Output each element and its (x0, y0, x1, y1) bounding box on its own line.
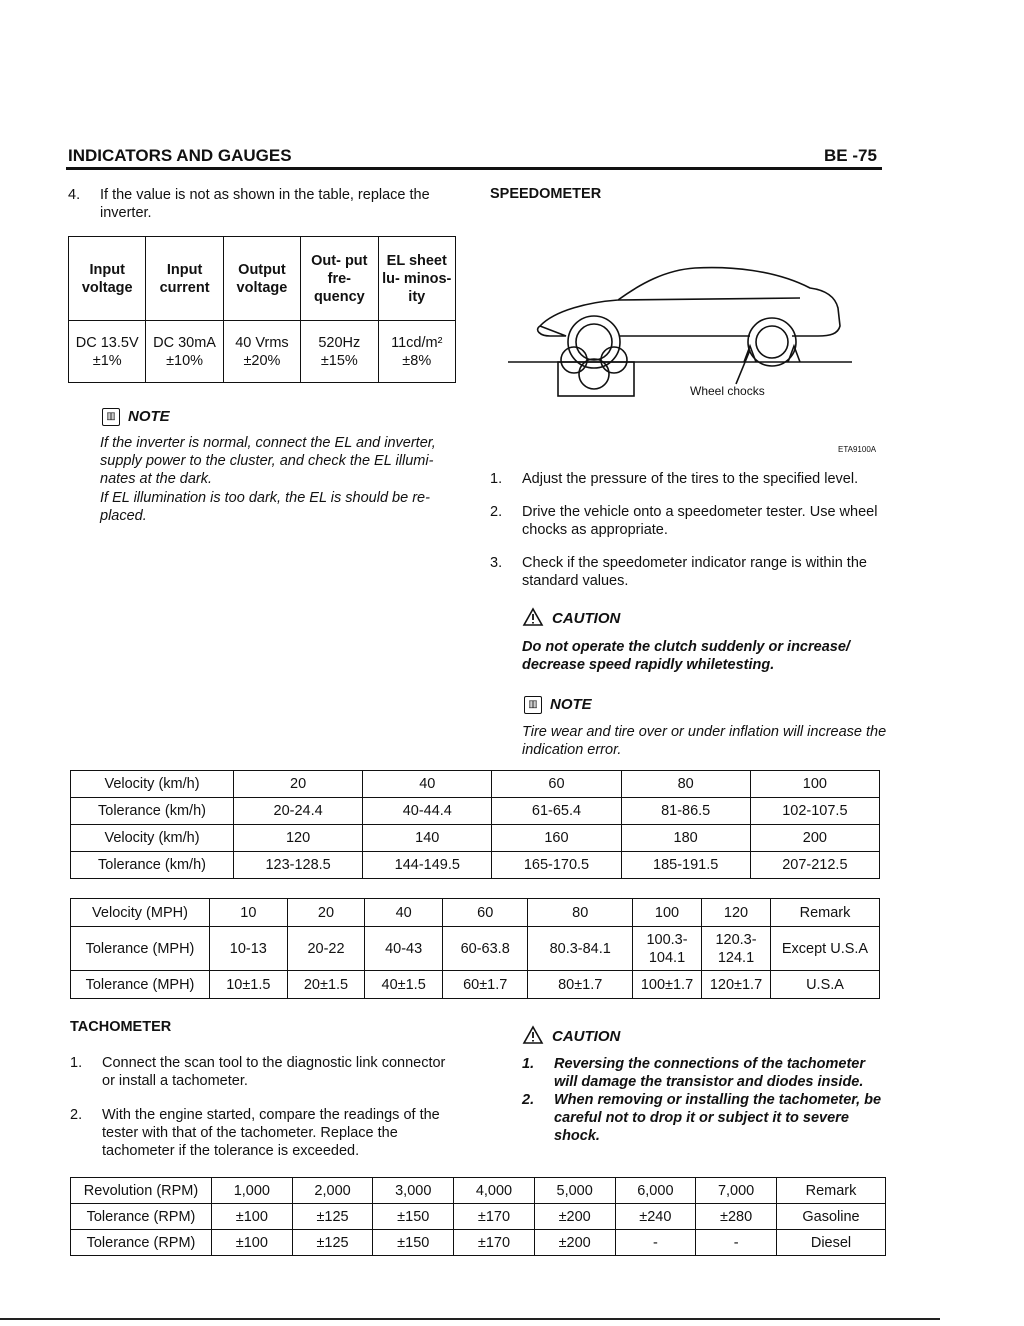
table-cell: 100 (750, 771, 879, 798)
step-text: Check if the speedometer indicator range is within the standard values. (522, 555, 867, 589)
caution-item-number: 2. (522, 1092, 535, 1108)
table-cell: Tolerance (RPM) (71, 1204, 212, 1230)
table-cell: 207-212.5 (750, 852, 879, 879)
speedometer-title: SPEEDOMETER (490, 186, 602, 202)
step-number: 3. (490, 555, 503, 571)
table-cell: 40 (363, 771, 492, 798)
table-cell: 100.3- 104.1 (633, 927, 702, 971)
tester-pit (558, 362, 634, 396)
table-cell: Except U.S.A (771, 927, 880, 971)
table-cell: 200 (750, 825, 879, 852)
table-cell: 120.3- 124.1 (702, 927, 771, 971)
table-cell: 7,000 (696, 1178, 777, 1204)
table-header-cell: Output voltage (223, 237, 300, 321)
caution-icon (522, 607, 544, 627)
table-cell: 100 (633, 899, 702, 927)
table-cell: ±100 (212, 1230, 293, 1256)
caution-item-text: Reversing the connections of the tachometer will damage the transistor and diodes inside. (554, 1056, 866, 1090)
caution-item-text: When removing or installing the tachometer, be careful not to drop it or subject it to severe shock. (554, 1092, 882, 1144)
table-cell: 120 (702, 899, 771, 927)
page-section-title: INDICATORS AND GAUGES (68, 146, 292, 165)
footer-rule (0, 1318, 940, 1320)
step-number: 2. (490, 504, 503, 520)
step-number: 1. (70, 1055, 83, 1071)
table-cell: DC 13.5V ±1% (69, 321, 146, 383)
table-cell: DC 30mA ±10% (146, 321, 223, 383)
table-cell: 81-86.5 (621, 798, 750, 825)
table-cell: 102-107.5 (750, 798, 879, 825)
figure-code: ETA9100A (838, 445, 877, 454)
table-cell: 60-63.8 (442, 927, 527, 971)
step-number: 2. (70, 1107, 83, 1123)
table-cell: 120±1.7 (702, 971, 771, 999)
step-text: With the engine started, compare the readings of the tester with that of the tachometer. Replace the tachometer if the tolerance is exceeded. (102, 1107, 440, 1159)
table-header-cell: Input voltage (69, 237, 146, 321)
table-cell: 165-170.5 (492, 852, 621, 879)
table-cell: Tolerance (km/h) (71, 798, 234, 825)
table-cell: ±200 (534, 1230, 615, 1256)
tachometer-tolerance-table (70, 1177, 886, 1256)
table-cell: - (615, 1230, 696, 1256)
table-cell: Velocity (km/h) (71, 825, 234, 852)
table-cell: Tolerance (RPM) (71, 1230, 212, 1256)
table-cell: 80±1.7 (528, 971, 633, 999)
step-number: 4. (68, 187, 81, 203)
table-cell: ±170 (454, 1230, 535, 1256)
table-cell: Velocity (km/h) (71, 771, 234, 798)
note-label: NOTE (550, 696, 592, 713)
table-cell: 5,000 (534, 1178, 615, 1204)
table-cell: 60 (442, 899, 527, 927)
table-cell: Tolerance (MPH) (71, 927, 210, 971)
note-label: NOTE (128, 408, 170, 425)
table-cell: 20 (287, 899, 365, 927)
table-cell: Tolerance (MPH) (71, 971, 210, 999)
table-cell: ±100 (212, 1204, 293, 1230)
step-text: Adjust the pressure of the tires to the specified level. (522, 471, 859, 487)
speed-tolerance-mph-table (70, 898, 880, 999)
table-cell: 20 (234, 771, 363, 798)
inverter-note-line-1: If the inverter is normal, connect the EL and inverter, supply power to the cluster, and check the EL illumi- nates at the dark. (100, 435, 436, 487)
table-cell: 3,000 (373, 1178, 454, 1204)
table-cell: 20-22 (287, 927, 365, 971)
table-cell: ±200 (534, 1204, 615, 1230)
step-text: Connect the scan tool to the diagnostic link connector or install a tachometer. (102, 1055, 446, 1089)
table-cell: 123-128.5 (234, 852, 363, 879)
table-cell: ±150 (373, 1204, 454, 1230)
table-cell: 10±1.5 (210, 971, 288, 999)
table-cell: ±240 (615, 1204, 696, 1230)
speedometer-caution-text: Do not operate the clutch suddenly or increase/ decrease speed rapidly whiletesting. (522, 639, 850, 673)
speedometer-note-text: Tire wear and tire over or under inflation will increase the indication error. (522, 724, 887, 758)
table-cell: Tolerance (km/h) (71, 852, 234, 879)
table-cell: Diesel (777, 1230, 886, 1256)
book-icon: ▥ (524, 696, 542, 714)
speedometer-tester-figure (500, 250, 890, 460)
tester-roller-left (561, 347, 587, 373)
tachometer-title: TACHOMETER (70, 1019, 172, 1035)
table-cell: Remark (777, 1178, 886, 1204)
car-body-outline (538, 268, 840, 336)
table-cell: 140 (363, 825, 492, 852)
step-text: Drive the vehicle onto a speedometer tester. Use wheel chocks as appropriate. (522, 504, 878, 538)
table-cell: 80.3-84.1 (528, 927, 633, 971)
tester-roller-bottom (579, 359, 609, 389)
figure-label-wheel-chocks: Wheel chocks (690, 384, 765, 398)
table-cell: 60 (492, 771, 621, 798)
table-cell: 40±1.5 (365, 971, 443, 999)
table-cell: 185-191.5 (621, 852, 750, 879)
table-cell: 40-43 (365, 927, 443, 971)
table-cell: 4,000 (454, 1178, 535, 1204)
inverter-spec-table (68, 236, 456, 383)
table-header-cell: Out- put fre- quency (301, 237, 378, 321)
header-rule (66, 167, 882, 170)
table-cell: 10-13 (210, 927, 288, 971)
table-cell: ±125 (292, 1204, 373, 1230)
tester-roller-right (601, 347, 627, 373)
caution-icon (522, 1025, 544, 1045)
page-number: BE -75 (824, 146, 877, 165)
table-cell: 40-44.4 (363, 798, 492, 825)
table-cell: U.S.A (771, 971, 880, 999)
wheel-chock-right (788, 346, 800, 362)
table-cell: 20-24.4 (234, 798, 363, 825)
caution-item-number: 1. (522, 1056, 535, 1072)
table-cell: Remark (771, 899, 880, 927)
table-cell: 6,000 (615, 1178, 696, 1204)
table-cell: 2,000 (292, 1178, 373, 1204)
caution-label: CAUTION (552, 610, 621, 627)
table-cell: Velocity (MPH) (71, 899, 210, 927)
speed-tolerance-kmh-table (70, 770, 880, 879)
table-cell: 80 (528, 899, 633, 927)
table-cell: 100±1.7 (633, 971, 702, 999)
table-cell: ±150 (373, 1230, 454, 1256)
table-cell: Revolution (RPM) (71, 1178, 212, 1204)
table-cell: ±125 (292, 1230, 373, 1256)
table-cell: 180 (621, 825, 750, 852)
table-header-cell: EL sheet lu- minos- ity (378, 237, 455, 321)
step-text: If the value is not as shown in the table, replace the inverter. (100, 187, 430, 221)
table-cell: 20±1.5 (287, 971, 365, 999)
table-cell: 1,000 (212, 1178, 293, 1204)
book-icon: ▥ (102, 408, 120, 426)
table-cell: 144-149.5 (363, 852, 492, 879)
table-cell: 61-65.4 (492, 798, 621, 825)
table-cell: 11cd/m² ±8% (378, 321, 455, 383)
table-cell: ±280 (696, 1204, 777, 1230)
table-cell: 80 (621, 771, 750, 798)
table-header-cell: Input current (146, 237, 223, 321)
table-cell: - (696, 1230, 777, 1256)
table-cell: 60±1.7 (442, 971, 527, 999)
table-cell: 160 (492, 825, 621, 852)
table-cell: 40 (365, 899, 443, 927)
car-window-line (618, 298, 800, 300)
table-cell: Gasoline (777, 1204, 886, 1230)
step-number: 1. (490, 471, 503, 487)
inverter-note-line-2: If EL illumination is too dark, the EL is should be re- placed. (100, 490, 430, 524)
table-cell: 120 (234, 825, 363, 852)
wheel-chock-leader (736, 350, 750, 384)
table-cell: 10 (210, 899, 288, 927)
table-cell: 520Hz ±15% (301, 321, 378, 383)
table-cell: ±170 (454, 1204, 535, 1230)
caution-label: CAUTION (552, 1028, 621, 1045)
table-cell: 40 Vrms ±20% (223, 321, 300, 383)
